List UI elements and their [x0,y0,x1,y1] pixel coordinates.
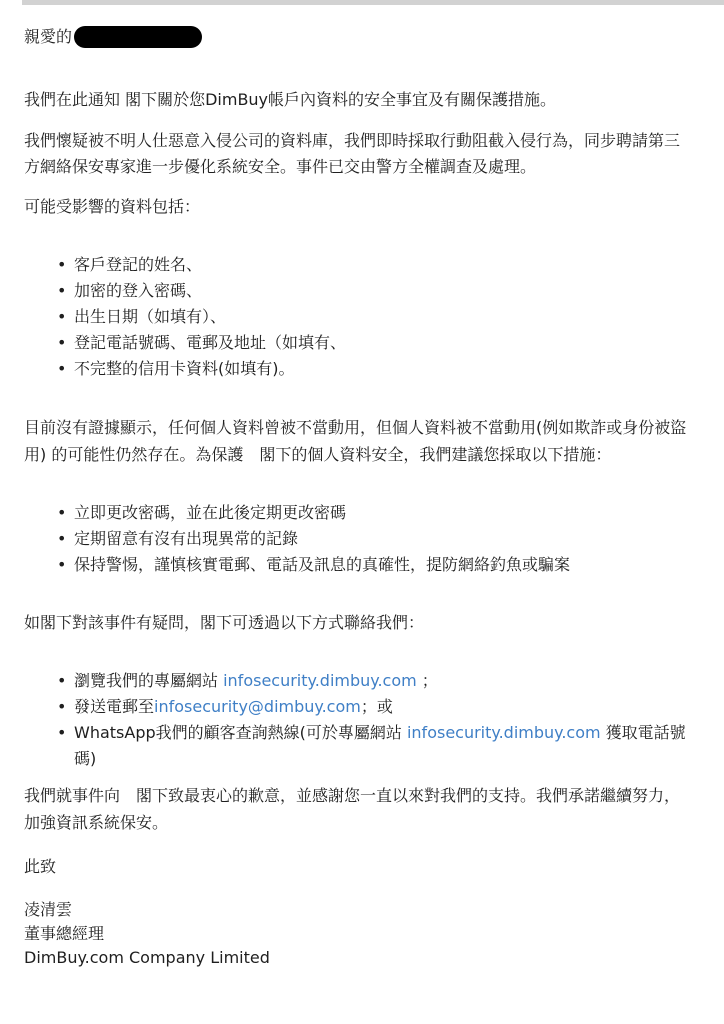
contact-text: ； [416,671,438,690]
contact-text: ；或 [360,697,393,716]
website-link[interactable]: infosecurity.dimbuy.com [223,671,417,690]
redacted-recipient-name [74,26,202,48]
contact-item-whatsapp [24,720,694,772]
closing-text: 此致 [24,857,57,876]
email-link[interactable]: infosecurity@dimbuy.com [154,697,361,716]
apology-paragraph: 我們就事件向 閣下致最衷心的歉意，並感謝您一直以來對我們的支持。我們承諾繼續努力，加強資訊系統保安。 [24,786,681,832]
contact-text: 瀏覽我們的專屬網站 [74,671,224,690]
list-item: • 客戶登記的姓名、 [24,252,694,278]
affected-data-list [24,252,694,382]
affected-data-heading: 可能受影響的資料包括： [24,197,201,216]
greeting-text: 親愛的 [24,27,73,46]
list-item: • 登記電話號碼、電郵及地址（如填有、 [24,330,694,356]
signature-block [24,898,694,970]
list-item: • 立即更改密碼，並在此後定期更改密碼 [24,500,694,526]
risk-paragraph: 目前沒有證據顯示，任何個人資料曾被不當動用，但個人資料被不當動用(例如欺詐或身份被盜用) 的可能性仍然存在。為保護 閣下的個人資料安全，我們建議您採取以下措施： [24,418,687,464]
contact-item-email [24,694,694,720]
letter-body [24,22,694,970]
contact-item-website [24,668,694,694]
incident-paragraph: 我們懷疑被不明人仕惡意入侵公司的資料庫，我們即時採取行動阻截入侵行為，同步聘請第三方網絡保安專家進一步優化系統安全。事件已交由警方全權調查及處理。 [24,131,681,176]
intro-paragraph: 我們在此通知 閣下關於您DimBuy帳戶內資料的安全事宜及有關保護措施。 [24,90,557,109]
recommended-measures-list [24,500,694,578]
website-link[interactable]: infosecurity.dimbuy.com [406,723,601,742]
list-item: • 定期留意有沒有出現異常的記錄 [24,526,694,552]
list-item: • 出生日期（如填有）、 [24,304,694,330]
top-divider [22,0,724,5]
signatory-name: 凌清雲 [24,900,73,919]
greeting-line [24,22,694,52]
list-item: • 保持警惕，謹慎核實電郵、電話及訊息的真確性，提防網絡釣魚或騙案 [24,552,694,578]
contact-text: WhatsApp我們的顧客查詢熱線(可於專屬網站 [74,723,407,742]
list-item: • 不完整的信用卡資料(如填有)。 [24,356,694,382]
contact-text: 發送電郵至 [74,697,155,716]
list-item: • 加密的登入密碼、 [24,278,694,304]
contact-text: 獲取電話號碼) [74,723,686,768]
signatory-title: 董事總經理 [24,924,105,943]
contact-heading: 如閣下對該事件有疑問，閣下可透過以下方式聯絡我們： [24,613,425,632]
company-name: DimBuy.com Company Limited [24,948,270,967]
contact-methods-list [24,668,694,772]
